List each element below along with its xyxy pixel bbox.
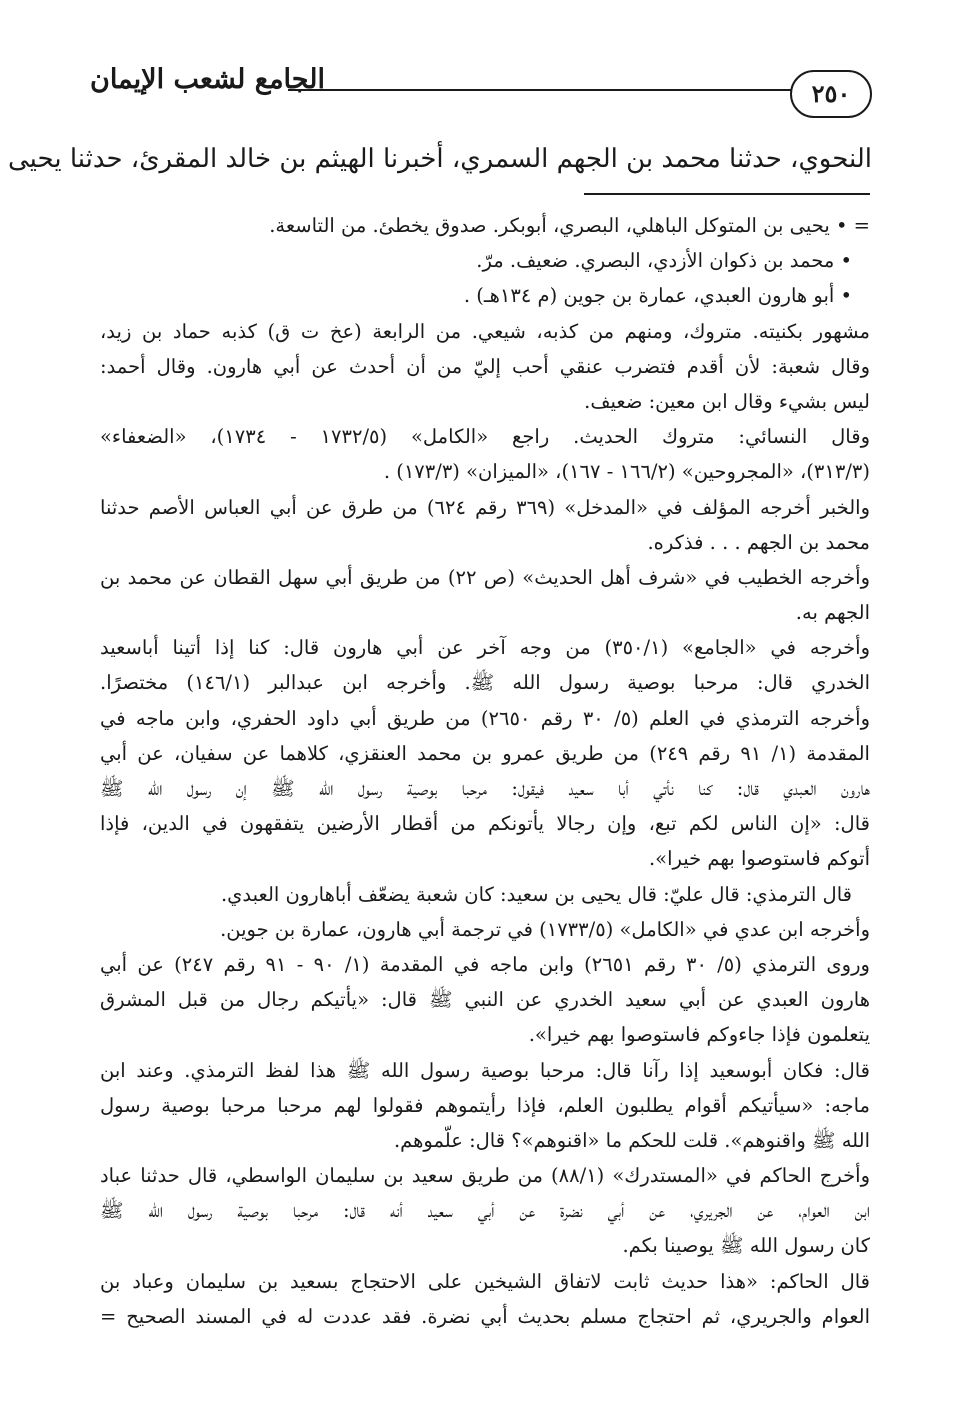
footnote-line: قال الحاكم: «هذا حديث ثابت لاتفاق الشيخين على الاحتجاج بسعيد بن سليمان وعباد بن	[100, 1269, 870, 1293]
footnote-line: وأخرج الحاكم في «المستدرك» (٨٨/١) من طريق سعيد بن سليمان الواسطي، قال حدثنا عباد	[100, 1164, 870, 1188]
footnote-line: الجهم به.	[795, 601, 870, 625]
footnote-line: (٣١٣/٣)، «المجروحين» (١٦٦/٢ - ١٦٧)، «الميزان» (١٧٣/٣) .	[383, 460, 870, 484]
footnote-line: والخبر أخرجه المؤلف في «المدخل» (٣٦٩ رقم ٦٢٤) من طرق عن أبي العباس الأصم حدثنا	[100, 495, 870, 519]
footnote-line: الله ﷺ واقنوهم». قلت للحكم ما «اقنوهم»؟ قال: علّموهم.	[393, 1128, 870, 1152]
footnote-line: الخدري قال: مرحبا بوصية رسول الله ﷺ. وأخرجه ابن عبدالبر (١٤٦/١) مختصرًا.	[100, 671, 870, 695]
footnote-line: وقال شعبة: لأن أقدم فتضرب عنقي أحب إليّ من أن أحدث عن أبي هارون. وقال أحمد:	[100, 354, 870, 378]
footnote-line: وروى الترمذي (٥/ ٣٠ رقم ٢٦٥١) وابن ماجه في المقدمة (١/ ٩٠ - ٩١ رقم ٢٤٧) عن أبي	[100, 952, 870, 976]
footnote-line: هارون العبدي قال: كنا نأتي أبا سعيد فيقول: مرحبا بوصية رسول الله ﷺ إن رسول الله ﷺ	[100, 777, 870, 800]
footnote-line: وأخرجه في «الجامع» (٣٥٠/١) من وجه آخر عن أبي هارون قال: كنا إذا أتينا أباسعيد	[100, 636, 870, 660]
footnote-line: ابن العوام، عن الجريري، عن أبي نضرة عن أبي سعيد أنه قال: مرحبا بوصية رسول الله ﷺ	[100, 1199, 870, 1223]
footnote-line: ليس بشيء وقال ابن معين: ضعيف.	[584, 389, 870, 413]
footnote-separator	[584, 193, 870, 195]
footnote-line: المقدمة (١/ ٩١ رقم ٢٤٩) من طريق عمرو بن محمد العنقزي، كلاهما عن سفيان، عن أبي	[100, 741, 870, 765]
footnote-line: = • يحيى بن المتوكل الباهلي، البصري، أبوبكر. صدوق يخطئ. من التاسعة.	[269, 214, 870, 237]
footnote-line: ماجه: «سيأتيكم أقوام يطلبون العلم، فإذا رأيتموهم فقولوا لهم مرحبا مرحبا بوصية رسول	[100, 1093, 870, 1117]
book-title: الجامع لشعب الإيمان	[90, 64, 325, 95]
page-number: ٢٥٠	[790, 70, 872, 118]
footnote-line: • أبو هارون العبدي، عمارة بن جوين (م ١٣٤هـ) .	[463, 284, 852, 308]
footnote-line: وأخرجه الترمذي في العلم (٥/ ٣٠ رقم ٢٦٥٠) من طريق أبي داود الحفري، وابن ماجه في	[100, 706, 870, 730]
footnote-line: كان رسول الله ﷺ يوصينا بكم.	[622, 1234, 870, 1258]
footnote-line: يتعلمون فإذا جاءوكم فاستوصوا بهم خيرا».	[528, 1023, 870, 1047]
footnote-line: العوام والجريري، ثم احتجاج مسلم بحديث أبي نضرة. فقد عددت له في المسند الصحيح =	[100, 1304, 870, 1328]
header-rule	[288, 89, 791, 91]
footnote-line: • محمد بن ذكوان الأزدي، البصري. ضعيف. مرّ.	[476, 249, 852, 273]
footnote-line: محمد بن الجهم . . . فذكره.	[647, 530, 870, 554]
footnote-line: وقال النسائي: متروك الحديث. راجع «الكامل» (١٧٣٢/٥ - ١٧٣٤)، «الضعفاء»	[100, 425, 870, 449]
footnote-line: قال: «إن الناس لكم تبع، وإن رجالا يأتونكم من أقطار الأرضين يتفقهون في الدين، فإذا	[100, 812, 870, 836]
footnote-line: هارون العبدي عن أبي سعيد الخدري عن النبي ﷺ قال: «يأتيكم رجال من قبل المشرق	[100, 988, 870, 1012]
footnote-line: أتوكم فاستوصوا بهم خيرا».	[648, 847, 870, 871]
footnote-line: وأخرجه ابن عدي في «الكامل» (١٧٣٣/٥) في ترجمة أبي هارون، عمارة بن جوين.	[220, 917, 870, 941]
footnote-line: قال الترمذي: قال عليّ: قال يحيى بن سعيد: كان شعبة يضعّف أباهارون العبدي.	[220, 882, 852, 906]
footnotes	[100, 208, 870, 1334]
footnote-line: وأخرجه الخطيب في «شرف أهل الحديث» (ص ٢٢) من طريق أبي سهل القطان عن محمد بن	[100, 565, 870, 589]
footnote-line: قال: فكان أبوسعيد إذا رآنا قال: مرحبا بوصية رسول الله ﷺ هذا لفظ الترمذي. وعند ابن	[100, 1058, 870, 1082]
footnote-line: مشهور بكنيته. متروك، ومنهم من كذبه، شيعي. من الرابعة (عخ ت ق) كذبه حماد بن زيد،	[100, 319, 870, 343]
main-text: النحوي، حدثنا محمد بن الجهم السمري، أخبرنا الهيثم بن خالد المقرئ، حدثنا يحيى	[8, 144, 872, 174]
